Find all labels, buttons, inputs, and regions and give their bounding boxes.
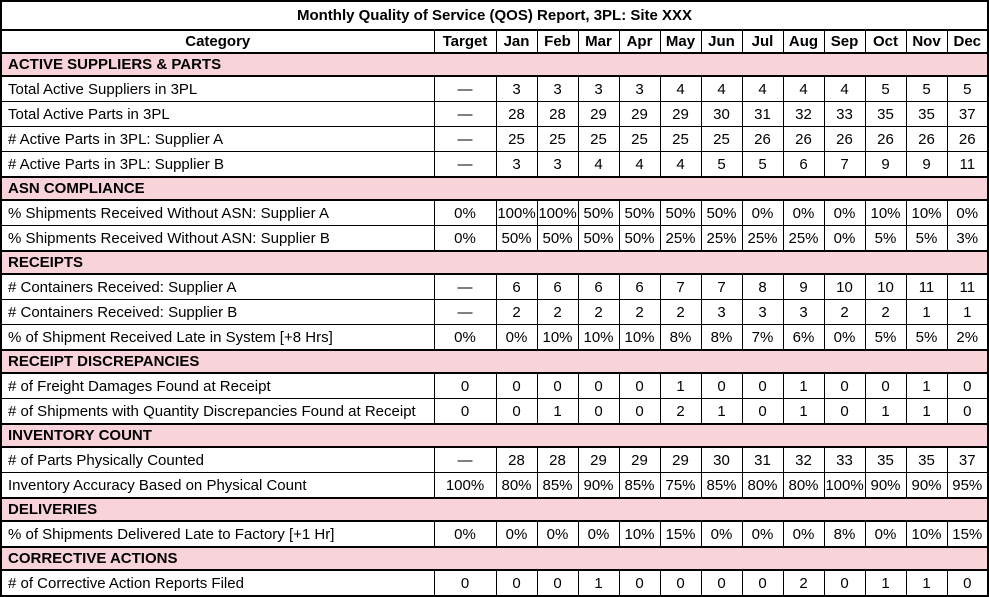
value-cell: 80% — [783, 473, 824, 499]
value-cell: 30 — [701, 102, 742, 127]
value-cell: 50% — [701, 200, 742, 226]
section-header-row — [1, 177, 988, 200]
target-cell: — — [434, 300, 496, 325]
value-cell: 50% — [660, 200, 701, 226]
value-cell: 50% — [537, 226, 578, 252]
value-cell: 0 — [865, 373, 906, 399]
value-cell: 2 — [537, 300, 578, 325]
category-cell: # Containers Received: Supplier B — [1, 300, 434, 325]
value-cell: 3% — [947, 226, 988, 252]
column-header-month: May — [660, 30, 701, 53]
target-cell: — — [434, 274, 496, 300]
value-cell: 26 — [906, 127, 947, 152]
value-cell: 7 — [701, 274, 742, 300]
section-header-row — [1, 424, 988, 447]
category-cell: # of Freight Damages Found at Receipt — [1, 373, 434, 399]
value-cell: 5 — [947, 76, 988, 102]
value-cell: 0% — [578, 521, 619, 547]
value-cell: 2 — [496, 300, 537, 325]
value-cell: 0 — [578, 399, 619, 425]
section-title: ASN COMPLIANCE — [1, 177, 988, 200]
target-cell: 0% — [434, 521, 496, 547]
value-cell: 0 — [947, 399, 988, 425]
value-cell: 5% — [906, 325, 947, 351]
value-cell: 3 — [578, 76, 619, 102]
value-cell: 35 — [865, 102, 906, 127]
value-cell: 9 — [865, 152, 906, 178]
value-cell: 0% — [742, 521, 783, 547]
value-cell: 3 — [742, 300, 783, 325]
table-row — [1, 152, 988, 178]
value-cell: 25 — [578, 127, 619, 152]
value-cell: 26 — [947, 127, 988, 152]
column-header-category: Category — [1, 30, 434, 53]
value-cell: 0 — [824, 373, 865, 399]
value-cell: 0 — [537, 570, 578, 596]
value-cell: 2 — [660, 300, 701, 325]
value-cell: 80% — [496, 473, 537, 499]
value-cell: 100% — [537, 200, 578, 226]
value-cell: 3 — [619, 76, 660, 102]
value-cell: 35 — [865, 447, 906, 473]
value-cell: 4 — [578, 152, 619, 178]
value-cell: 1 — [906, 570, 947, 596]
value-cell: 0 — [824, 570, 865, 596]
value-cell: 0% — [537, 521, 578, 547]
value-cell: 0 — [578, 373, 619, 399]
value-cell: 50% — [619, 200, 660, 226]
value-cell: 1 — [660, 373, 701, 399]
value-cell: 32 — [783, 447, 824, 473]
section-header-row — [1, 498, 988, 521]
value-cell: 0 — [742, 399, 783, 425]
target-cell: 0 — [434, 399, 496, 425]
value-cell: 50% — [578, 200, 619, 226]
target-cell: 0 — [434, 570, 496, 596]
table-row — [1, 300, 988, 325]
value-cell: 0% — [742, 200, 783, 226]
value-cell: 25% — [660, 226, 701, 252]
category-cell: % of Shipments Delivered Late to Factory [+1 Hr] — [1, 521, 434, 547]
category-cell: # Active Parts in 3PL: Supplier B — [1, 152, 434, 178]
category-cell: # of Shipments with Quantity Discrepancies Found at Receipt — [1, 399, 434, 425]
value-cell: 26 — [783, 127, 824, 152]
value-cell: 0 — [660, 570, 701, 596]
value-cell: 29 — [578, 447, 619, 473]
target-cell: 0% — [434, 226, 496, 252]
value-cell: 0 — [496, 570, 537, 596]
value-cell: 35 — [906, 102, 947, 127]
value-cell: 85% — [619, 473, 660, 499]
value-cell: 29 — [619, 102, 660, 127]
value-cell: 5 — [906, 76, 947, 102]
value-cell: 1 — [537, 399, 578, 425]
value-cell: 1 — [906, 373, 947, 399]
value-cell: 0% — [701, 521, 742, 547]
category-cell: # of Parts Physically Counted — [1, 447, 434, 473]
target-cell: — — [434, 76, 496, 102]
target-cell: 100% — [434, 473, 496, 499]
column-header-month: Feb — [537, 30, 578, 53]
value-cell: 95% — [947, 473, 988, 499]
value-cell: 11 — [906, 274, 947, 300]
category-cell: % of Shipment Received Late in System [+8 Hrs] — [1, 325, 434, 351]
value-cell: 5% — [906, 226, 947, 252]
value-cell: 1 — [578, 570, 619, 596]
value-cell: 4 — [619, 152, 660, 178]
report-body — [1, 53, 988, 596]
value-cell: 35 — [906, 447, 947, 473]
category-cell: Total Active Suppliers in 3PL — [1, 76, 434, 102]
value-cell: 2 — [824, 300, 865, 325]
value-cell: 5% — [865, 325, 906, 351]
value-cell: 85% — [701, 473, 742, 499]
table-row — [1, 102, 988, 127]
target-cell: 0 — [434, 373, 496, 399]
section-title: DELIVERIES — [1, 498, 988, 521]
section-title: CORRECTIVE ACTIONS — [1, 547, 988, 570]
value-cell: 1 — [865, 570, 906, 596]
value-cell: 2 — [783, 570, 824, 596]
value-cell: 0 — [701, 570, 742, 596]
report-header — [1, 1, 988, 53]
value-cell: 0 — [537, 373, 578, 399]
value-cell: 30 — [701, 447, 742, 473]
value-cell: 8% — [660, 325, 701, 351]
column-header-month: Nov — [906, 30, 947, 53]
value-cell: 4 — [660, 76, 701, 102]
value-cell: 8 — [742, 274, 783, 300]
section-header-row — [1, 350, 988, 373]
value-cell: 29 — [619, 447, 660, 473]
value-cell: 1 — [783, 373, 824, 399]
value-cell: 2 — [660, 399, 701, 425]
value-cell: 29 — [660, 102, 701, 127]
value-cell: 32 — [783, 102, 824, 127]
value-cell: 0 — [947, 373, 988, 399]
value-cell: 10% — [906, 200, 947, 226]
value-cell: 5 — [742, 152, 783, 178]
category-cell: # Containers Received: Supplier A — [1, 274, 434, 300]
value-cell: 15% — [947, 521, 988, 547]
value-cell: 10% — [619, 325, 660, 351]
section-title: RECEIPTS — [1, 251, 988, 274]
value-cell: 0 — [496, 373, 537, 399]
value-cell: 26 — [865, 127, 906, 152]
value-cell: 0% — [824, 325, 865, 351]
value-cell: 1 — [906, 399, 947, 425]
value-cell: 25 — [619, 127, 660, 152]
value-cell: 10 — [824, 274, 865, 300]
value-cell: 75% — [660, 473, 701, 499]
value-cell: 10% — [619, 521, 660, 547]
value-cell: 90% — [578, 473, 619, 499]
section-title: RECEIPT DISCREPANCIES — [1, 350, 988, 373]
value-cell: 10% — [537, 325, 578, 351]
category-cell: Inventory Accuracy Based on Physical Count — [1, 473, 434, 499]
table-row — [1, 76, 988, 102]
value-cell: 5% — [865, 226, 906, 252]
value-cell: 2 — [865, 300, 906, 325]
section-title: ACTIVE SUPPLIERS & PARTS — [1, 53, 988, 76]
column-header-month: Jan — [496, 30, 537, 53]
category-cell: # Active Parts in 3PL: Supplier A — [1, 127, 434, 152]
target-cell: — — [434, 447, 496, 473]
column-header-month: Oct — [865, 30, 906, 53]
category-cell: Total Active Parts in 3PL — [1, 102, 434, 127]
value-cell: 5 — [701, 152, 742, 178]
value-cell: 15% — [660, 521, 701, 547]
value-cell: 0 — [701, 373, 742, 399]
value-cell: 25 — [537, 127, 578, 152]
column-header-month: Jul — [742, 30, 783, 53]
value-cell: 5 — [865, 76, 906, 102]
value-cell: 100% — [824, 473, 865, 499]
table-row — [1, 447, 988, 473]
value-cell: 4 — [824, 76, 865, 102]
table-row — [1, 473, 988, 499]
value-cell: 25 — [496, 127, 537, 152]
value-cell: 33 — [824, 447, 865, 473]
value-cell: 6 — [619, 274, 660, 300]
value-cell: 1 — [947, 300, 988, 325]
section-title: INVENTORY COUNT — [1, 424, 988, 447]
section-header-row — [1, 53, 988, 76]
table-row — [1, 570, 988, 596]
value-cell: 6% — [783, 325, 824, 351]
target-cell: — — [434, 152, 496, 178]
column-header-month: Sep — [824, 30, 865, 53]
value-cell: 3 — [537, 76, 578, 102]
value-cell: 8% — [824, 521, 865, 547]
value-cell: 10 — [865, 274, 906, 300]
value-cell: 4 — [701, 76, 742, 102]
value-cell: 1 — [865, 399, 906, 425]
value-cell: 0 — [742, 570, 783, 596]
value-cell: 7 — [824, 152, 865, 178]
value-cell: 25% — [783, 226, 824, 252]
value-cell: 6 — [578, 274, 619, 300]
table-row — [1, 274, 988, 300]
column-header-month: Dec — [947, 30, 988, 53]
table-row — [1, 325, 988, 351]
value-cell: 6 — [783, 152, 824, 178]
value-cell: 29 — [660, 447, 701, 473]
value-cell: 3 — [537, 152, 578, 178]
value-cell: 6 — [496, 274, 537, 300]
value-cell: 0 — [947, 570, 988, 596]
category-cell: % Shipments Received Without ASN: Supplier A — [1, 200, 434, 226]
value-cell: 0 — [496, 399, 537, 425]
value-cell: 2 — [619, 300, 660, 325]
value-cell: 31 — [742, 447, 783, 473]
value-cell: 26 — [824, 127, 865, 152]
value-cell: 25 — [660, 127, 701, 152]
table-row — [1, 226, 988, 252]
value-cell: 37 — [947, 447, 988, 473]
value-cell: 1 — [783, 399, 824, 425]
value-cell: 0% — [824, 200, 865, 226]
table-row — [1, 200, 988, 226]
value-cell: 4 — [783, 76, 824, 102]
value-cell: 33 — [824, 102, 865, 127]
value-cell: 9 — [906, 152, 947, 178]
value-cell: 10% — [906, 521, 947, 547]
value-cell: 2 — [578, 300, 619, 325]
value-cell: 9 — [783, 274, 824, 300]
column-header-target: Target — [434, 30, 496, 53]
value-cell: 31 — [742, 102, 783, 127]
target-cell: 0% — [434, 325, 496, 351]
value-cell: 3 — [496, 152, 537, 178]
value-cell: 6 — [537, 274, 578, 300]
value-cell: 29 — [578, 102, 619, 127]
value-cell: 28 — [537, 102, 578, 127]
value-cell: 4 — [660, 152, 701, 178]
report-title: Monthly Quality of Service (QOS) Report, 3PL: Site XXX — [1, 1, 988, 30]
value-cell: 25% — [742, 226, 783, 252]
value-cell: 80% — [742, 473, 783, 499]
value-cell: 25 — [701, 127, 742, 152]
value-cell: 11 — [947, 152, 988, 178]
value-cell: 1 — [701, 399, 742, 425]
value-cell: 0% — [496, 521, 537, 547]
section-header-row — [1, 251, 988, 274]
value-cell: 0% — [783, 521, 824, 547]
value-cell: 0% — [783, 200, 824, 226]
target-cell: 0% — [434, 200, 496, 226]
value-cell: 100% — [496, 200, 537, 226]
category-cell: % Shipments Received Without ASN: Supplier B — [1, 226, 434, 252]
column-header-month: Aug — [783, 30, 824, 53]
value-cell: 50% — [578, 226, 619, 252]
value-cell: 4 — [742, 76, 783, 102]
value-cell: 3 — [783, 300, 824, 325]
value-cell: 28 — [496, 102, 537, 127]
value-cell: 0% — [865, 521, 906, 547]
value-cell: 28 — [537, 447, 578, 473]
value-cell: 8% — [701, 325, 742, 351]
value-cell: 37 — [947, 102, 988, 127]
value-cell: 10% — [865, 200, 906, 226]
category-cell: # of Corrective Action Reports Filed — [1, 570, 434, 596]
target-cell: — — [434, 102, 496, 127]
value-cell: 0 — [742, 373, 783, 399]
value-cell: 3 — [701, 300, 742, 325]
value-cell: 25% — [701, 226, 742, 252]
value-cell: 0% — [947, 200, 988, 226]
value-cell: 0 — [619, 570, 660, 596]
column-header-month: Mar — [578, 30, 619, 53]
value-cell: 11 — [947, 274, 988, 300]
value-cell: 0 — [619, 373, 660, 399]
table-row — [1, 521, 988, 547]
target-cell: — — [434, 127, 496, 152]
table-row — [1, 373, 988, 399]
value-cell: 2% — [947, 325, 988, 351]
value-cell: 7% — [742, 325, 783, 351]
value-cell: 0 — [619, 399, 660, 425]
value-cell: 26 — [742, 127, 783, 152]
value-cell: 1 — [906, 300, 947, 325]
value-cell: 7 — [660, 274, 701, 300]
value-cell: 50% — [619, 226, 660, 252]
report-title-row — [1, 1, 988, 30]
value-cell: 0% — [824, 226, 865, 252]
value-cell: 90% — [906, 473, 947, 499]
value-cell: 50% — [496, 226, 537, 252]
table-row — [1, 399, 988, 425]
value-cell: 28 — [496, 447, 537, 473]
table-row — [1, 127, 988, 152]
section-header-row — [1, 547, 988, 570]
value-cell: 0 — [824, 399, 865, 425]
value-cell: 0% — [496, 325, 537, 351]
value-cell: 10% — [578, 325, 619, 351]
value-cell: 90% — [865, 473, 906, 499]
value-cell: 3 — [496, 76, 537, 102]
column-header-row — [1, 30, 988, 53]
column-header-month: Apr — [619, 30, 660, 53]
value-cell: 85% — [537, 473, 578, 499]
column-header-month: Jun — [701, 30, 742, 53]
